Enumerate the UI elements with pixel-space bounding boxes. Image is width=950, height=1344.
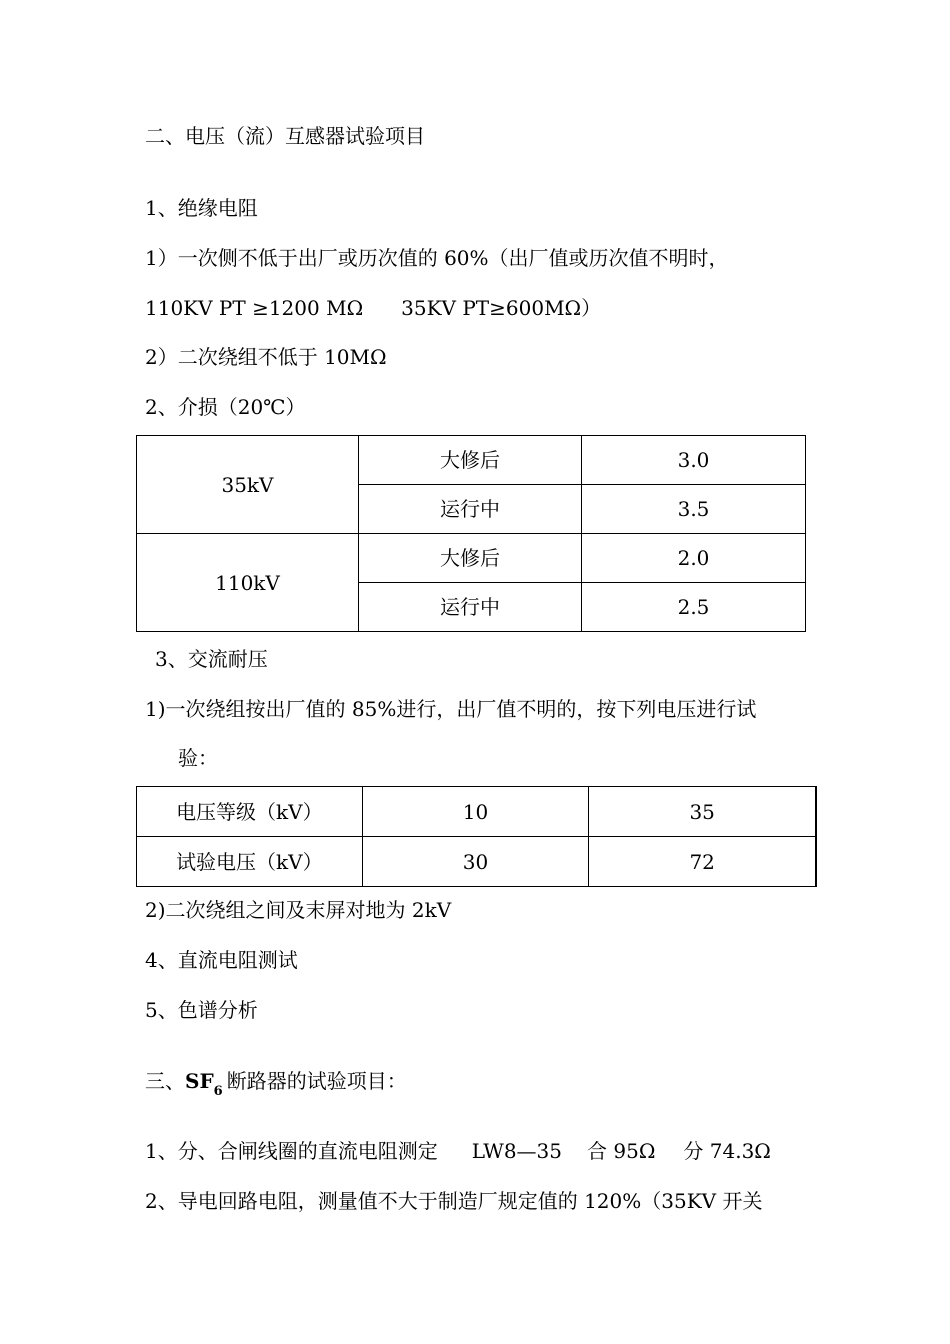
value-cell: 2.0	[582, 534, 806, 583]
conductive-loop-resistance-line: 2、导电回路电阻，测量值不大于制造厂规定值的 120%（35KV 开关	[145, 1189, 763, 1213]
insulation-secondary-line: 2）二次绕组不低于 10MΩ	[145, 345, 387, 369]
ac-withstand-table	[136, 786, 817, 887]
value-cell: 72	[589, 837, 816, 887]
sf-subscript: 6	[213, 1084, 223, 1099]
value-cell: 2.5	[582, 583, 806, 632]
voltage-cell: 110kV	[137, 534, 359, 632]
pt-35kv-value: 35KV PT≥600MΩ）	[401, 296, 602, 320]
label-cell: 电压等级（kV）	[137, 787, 363, 837]
section-heading-transformer: 二、电压（流）互感器试验项目	[145, 124, 425, 148]
sf-label: SF	[185, 1069, 214, 1093]
ac-withstand-secondary-line: 2)二次绕组之间及末屏对地为 2kV	[145, 898, 452, 922]
voltage-cell: 35kV	[137, 436, 359, 534]
value-cell: 3.0	[582, 436, 806, 485]
item-chromatography-title: 5、色谱分析	[145, 998, 258, 1022]
item-dc-resistance-title: 4、直流电阻测试	[145, 948, 298, 972]
value-cell: 3.5	[582, 485, 806, 534]
item-insulation-resistance-title: 1、绝缘电阻	[145, 196, 258, 220]
label-cell: 试验电压（kV）	[137, 837, 363, 887]
table-row	[137, 534, 806, 583]
breaker-model: LW8—35	[471, 1139, 563, 1163]
section3-prefix: 三、	[145, 1069, 185, 1093]
state-cell: 运行中	[359, 485, 582, 534]
open-coil-value: 分 74.3Ω	[683, 1139, 771, 1163]
insulation-pt-values-line	[145, 296, 601, 320]
ac-withstand-primary-line-cont: 验：	[178, 746, 218, 770]
item-dielectric-loss-title: 2、介损（20℃）	[145, 395, 306, 419]
value-cell: 30	[362, 837, 589, 887]
item-ac-withstand-title: 3、交流耐压	[155, 647, 268, 671]
state-cell: 运行中	[359, 583, 582, 632]
ac-withstand-primary-line: 1)一次绕组按出厂值的 85%进行，出厂值不明的，按下列电压进行试	[145, 697, 757, 721]
section3-heading-rest: 断路器的试验项目：	[226, 1069, 407, 1093]
insulation-primary-line: 1）一次侧不低于出厂或历次值的 60%（出厂值或历次值不明时，	[145, 246, 729, 270]
dielectric-loss-table	[136, 435, 806, 632]
table-row	[137, 837, 817, 887]
table-row	[137, 787, 817, 837]
value-cell: 35	[589, 787, 816, 837]
coil-resistance-line	[145, 1139, 771, 1163]
table-row	[137, 436, 806, 485]
close-coil-value: 合 95Ω	[587, 1139, 656, 1163]
coil-resistance-label: 1、分、合闸线圈的直流电阻测定	[145, 1139, 438, 1163]
pt-110kv-value: 110KV PT ≥1200 MΩ	[145, 296, 364, 320]
state-cell: 大修后	[359, 534, 582, 583]
section-heading-sf6-breaker	[145, 1069, 407, 1099]
value-cell: 10	[362, 787, 589, 837]
state-cell: 大修后	[359, 436, 582, 485]
